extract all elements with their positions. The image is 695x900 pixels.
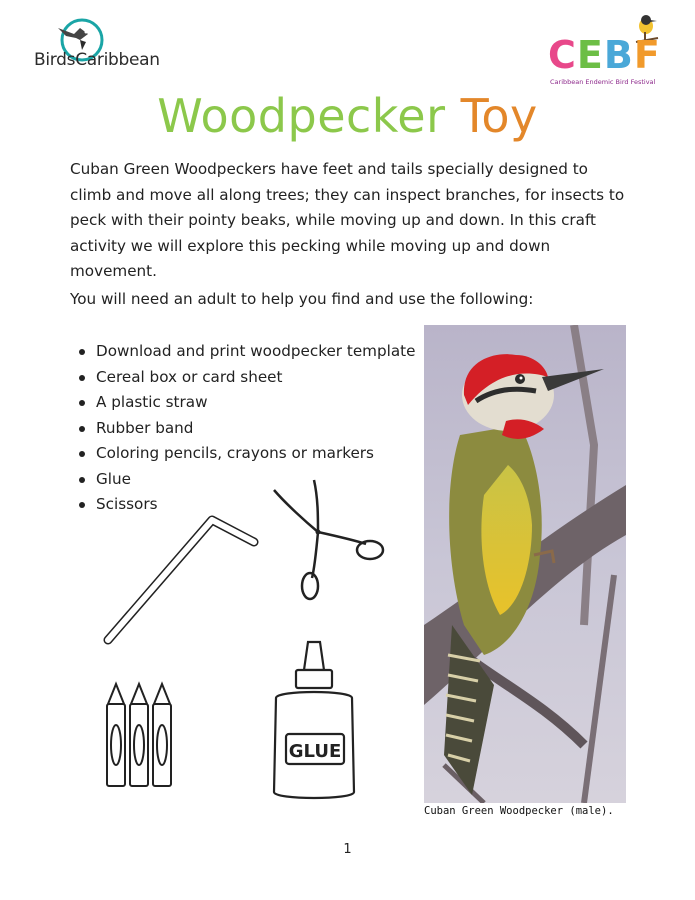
woodpecker-photo: [424, 325, 626, 803]
birdscaribbean-wordmark: BirdsCaribbean: [34, 50, 160, 70]
list-item: Cereal box or card sheet: [96, 365, 415, 391]
page-title: [0, 88, 695, 144]
woodpecker-image: [424, 325, 626, 803]
cebf-letters: CEBF: [548, 33, 661, 77]
glue-label: GLUE: [288, 741, 342, 762]
birdscaribbean-logo: [30, 14, 175, 74]
list-item: Coloring pencils, crayons or markers: [96, 441, 415, 467]
crayons-icon: [104, 680, 184, 790]
title-word-1: Woodpecker: [157, 89, 446, 143]
title-word-2: Toy: [460, 89, 538, 143]
page-number: 1: [343, 842, 352, 857]
list-item: Glue: [96, 467, 415, 493]
list-item: Download and print woodpecker template: [96, 339, 415, 365]
scissors-icon: [266, 474, 388, 604]
straw-icon: [104, 512, 260, 652]
cebf-subtitle: Caribbean Endemic Bird Festival: [550, 78, 656, 86]
list-item: Rubber band: [96, 416, 415, 442]
list-item: Scissors: [96, 492, 415, 518]
photo-caption: Cuban Green Woodpecker (male).: [424, 805, 614, 817]
cebf-logo: [548, 14, 666, 86]
glue-bottle-icon: [268, 636, 360, 804]
list-item: A plastic straw: [96, 390, 415, 416]
intro-paragraph: Cuban Green Woodpeckers have feet and tails specially designed to climb and move all along trees; they can inspect branches, for insects to peck with their pointy beaks, while moving up and down. In this craft activity we will explore this pecking while moving up and down movement.: [70, 160, 625, 280]
materials-intro: You will need an adult to help you find and use the following:: [70, 290, 534, 308]
